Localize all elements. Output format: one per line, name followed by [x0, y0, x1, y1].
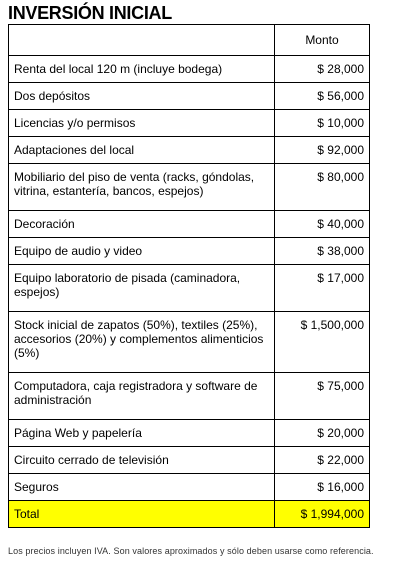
row-concept: Stock inicial de zapatos (50%), textiles (25%), accesorios (20%) y complementos alimenticios (5%) [9, 312, 275, 373]
row-concept: Equipo de audio y video [9, 238, 275, 265]
table-row [9, 373, 370, 420]
row-concept: Mobiliario del piso de venta (racks, góndolas, vitrina, estantería, bancos, espejos) [9, 164, 275, 211]
table-row [9, 83, 370, 110]
row-concept: Seguros [9, 474, 275, 501]
row-amount: $ 20,000 [275, 420, 370, 447]
table-row [9, 164, 370, 211]
row-amount: $ 56,000 [275, 83, 370, 110]
row-concept: Equipo laboratorio de pisada (caminadora, espejos) [9, 265, 275, 312]
row-concept: Decoración [9, 211, 275, 238]
table-row [9, 474, 370, 501]
table-row [9, 265, 370, 312]
row-concept: Dos depósitos [9, 83, 275, 110]
row-concept: Página Web y papelería [9, 420, 275, 447]
table-row [9, 420, 370, 447]
row-concept: Licencias y/o permisos [9, 110, 275, 137]
row-amount: $ 28,000 [275, 56, 370, 83]
row-amount: $ 80,000 [275, 164, 370, 211]
table-header-row [9, 25, 370, 56]
amount-column-header: Monto [275, 25, 370, 56]
footnote: Los precios incluyen IVA. Son valores aproximados y sólo deben usarse como referencia. [8, 546, 374, 556]
table-row [9, 447, 370, 474]
table-row [9, 110, 370, 137]
investment-table [8, 24, 370, 528]
row-amount: $ 75,000 [275, 373, 370, 420]
row-concept: Circuito cerrado de televisión [9, 447, 275, 474]
table-row [9, 211, 370, 238]
table-row [9, 137, 370, 164]
row-amount: $ 17,000 [275, 265, 370, 312]
row-concept: Computadora, caja registradora y software de administración [9, 373, 275, 420]
page-title: INVERSIÓN INICIAL [8, 3, 172, 23]
row-amount: $ 10,000 [275, 110, 370, 137]
table-row [9, 56, 370, 83]
total-label: Total [9, 501, 275, 528]
row-amount: $ 40,000 [275, 211, 370, 238]
total-row [9, 501, 370, 528]
row-amount: $ 22,000 [275, 447, 370, 474]
total-amount: $ 1,994,000 [275, 501, 370, 528]
table-row [9, 312, 370, 373]
row-amount: $ 1,500,000 [275, 312, 370, 373]
table-row [9, 238, 370, 265]
row-concept: Adaptaciones del local [9, 137, 275, 164]
concept-column-header [9, 25, 275, 56]
row-amount: $ 38,000 [275, 238, 370, 265]
row-amount: $ 92,000 [275, 137, 370, 164]
row-concept: Renta del local 120 m (incluye bodega) [9, 56, 275, 83]
row-amount: $ 16,000 [275, 474, 370, 501]
